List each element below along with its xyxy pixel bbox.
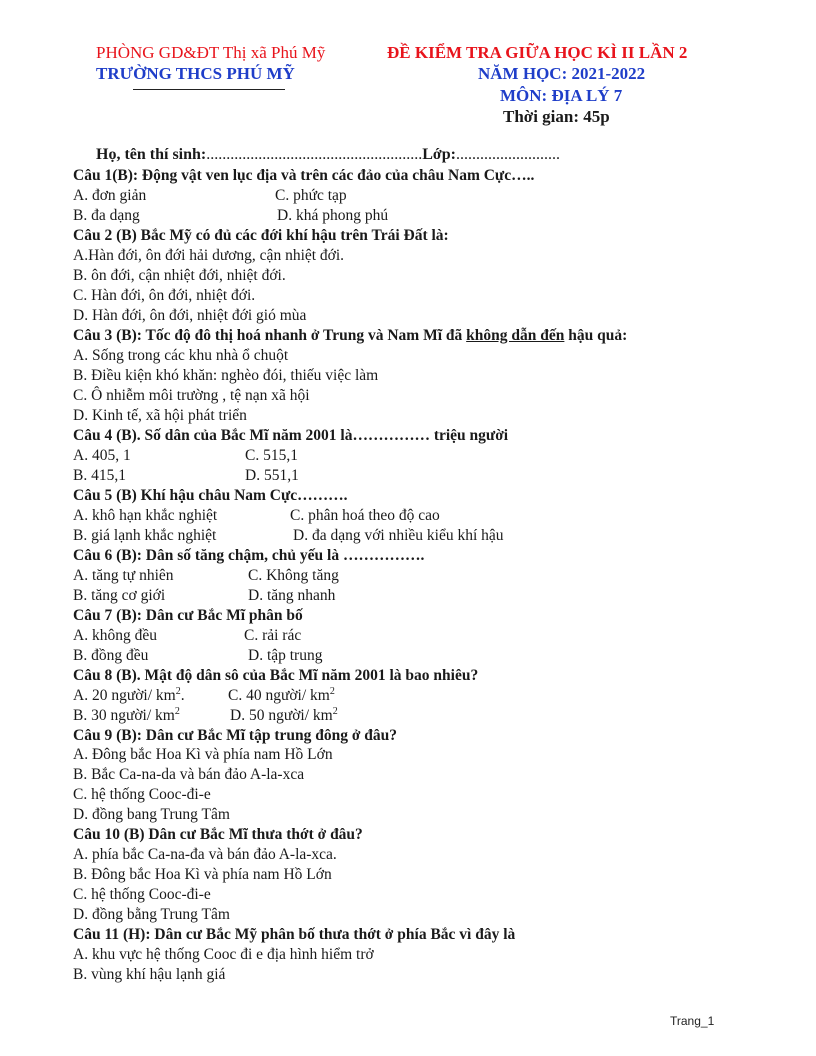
q4-option-b: B. 415,1 xyxy=(73,467,126,484)
name-dots: ...................................................... xyxy=(206,146,423,163)
subject: MÔN: ĐỊA LÝ 7 xyxy=(500,86,623,105)
q9-option-b: B. Bắc Ca-na-da và bán đảo A-la-xca xyxy=(73,766,305,783)
q3-option-a: A. Sống trong các khu nhà ổ chuột xyxy=(73,347,289,364)
name-label: Họ, tên thí sinh: xyxy=(96,146,207,163)
q6-option-a: A. tăng tự nhiên xyxy=(73,567,174,584)
q8-option-a-suffix: . xyxy=(180,687,185,704)
q8-option-b xyxy=(73,707,180,725)
header-underline xyxy=(133,89,285,90)
q8-option-b-text: B. 30 người/ km xyxy=(73,707,175,724)
q10-option-d: D. đồng bằng Trung Tâm xyxy=(73,906,230,923)
q8-option-a xyxy=(73,687,185,705)
q4-option-a: A. 405, 1 xyxy=(73,447,131,464)
q2-option-c: C. Hàn đới, ôn đới, nhiệt đới. xyxy=(73,287,256,304)
q5-option-b: B. giá lạnh khắc nghiệt xyxy=(73,527,217,544)
question-8-title: Câu 8 (B). Mật độ dân sô của Bắc Mĩ năm 2001 là bao nhiêu? xyxy=(73,667,479,684)
question-9-title: Câu 9 (B): Dân cư Bắc Mĩ tập trung đông ở đâu? xyxy=(73,727,398,744)
q8-option-b-sup: 2 xyxy=(174,705,180,717)
question-5-title: Câu 5 (B) Khí hậu châu Nam Cực………. xyxy=(73,487,348,504)
q7-option-b: B. đồng đều xyxy=(73,647,149,664)
class-dots: .......................... xyxy=(456,146,561,163)
question-7-title: Câu 7 (B): Dân cư Bắc Mĩ phân bố xyxy=(73,607,303,624)
exam-title: ĐỀ KIỂM TRA GIỮA HỌC KÌ II LẦN 2 xyxy=(387,43,688,62)
q1-option-b: B. đa dạng xyxy=(73,207,140,224)
q5-option-c: C. phân hoá theo độ cao xyxy=(290,507,440,524)
q11-option-b: B. vùng khí hậu lạnh giá xyxy=(73,966,226,983)
q1-option-d: D. khá phong phú xyxy=(277,207,389,224)
q8-option-d-text: D. 50 người/ km xyxy=(230,707,333,724)
q9-option-c: C. hệ thống Cooc-đi-e xyxy=(73,786,211,803)
q10-option-b: B. Đông bắc Hoa Kì và phía nam Hồ Lớn xyxy=(73,866,332,883)
q10-option-c: C. hệ thống Cooc-đi-e xyxy=(73,886,211,903)
q9-option-a: A. Đông bắc Hoa Kì và phía nam Hồ Lớn xyxy=(73,746,333,763)
q7-option-a: A. không đều xyxy=(73,627,157,644)
q3-title-underlined: không dẫn đến xyxy=(466,327,565,344)
question-6-title: Câu 6 (B): Dân số tăng chậm, chủ yếu là ……………. xyxy=(73,547,425,564)
q6-option-c: C. Không tăng xyxy=(248,567,339,584)
q3-option-d: D. Kinh tế, xã hội phát triển xyxy=(73,407,247,424)
question-2-title: Câu 2 (B) Bắc Mỹ có đủ các đới khí hậu trên Trái Đất là: xyxy=(73,227,449,244)
student-info-line xyxy=(96,146,560,164)
question-1-title: Câu 1(B): Động vật ven lục địa và trên các đảo của châu Nam Cực….. xyxy=(73,167,535,184)
q1-option-c: C. phức tạp xyxy=(275,187,347,204)
q1-option-a: A. đơn giản xyxy=(73,187,147,204)
q8-option-c-text: C. 40 người/ km xyxy=(228,687,330,704)
q2-option-b: B. ôn đới, cận nhiệt đới, nhiệt đới. xyxy=(73,267,286,284)
q3-title-end: hậu quả: xyxy=(564,327,628,344)
q2-option-d: D. Hàn đới, ôn đới, nhiệt đới gió mùa xyxy=(73,307,307,324)
q10-option-a: A. phía bắc Ca-na-đa và bán đảo A-la-xca. xyxy=(73,846,337,863)
q7-option-c: C. rải rác xyxy=(244,627,302,644)
exam-time: Thời gian: 45p xyxy=(503,107,610,126)
q2-option-a: A.Hàn đới, ôn đới hải dương, cận nhiệt đới. xyxy=(73,247,345,264)
q3-option-c: C. Ô nhiễm môi trường , tệ nạn xã hội xyxy=(73,387,310,404)
q8-option-c-sup: 2 xyxy=(329,685,335,697)
q5-option-d: D. đa dạng với nhiều kiểu khí hậu xyxy=(293,527,504,544)
school-name: TRƯỜNG THCS PHÚ MỸ xyxy=(96,64,295,83)
q6-option-d: D. tăng nhanh xyxy=(248,587,336,604)
q3-option-b: B. Điều kiện khó khăn: nghèo đói, thiếu việc làm xyxy=(73,367,379,384)
question-3-title xyxy=(73,327,627,345)
page-number: Trang_1 xyxy=(670,1014,715,1028)
education-office: PHÒNG GD&ĐT Thị xã Phú Mỹ xyxy=(96,43,326,62)
q11-option-a: A. khu vực hệ thống Cooc đi e địa hình hiểm trở xyxy=(73,946,374,963)
q8-option-c xyxy=(228,687,335,705)
q5-option-a: A. khô hạn khắc nghiệt xyxy=(73,507,218,524)
school-year: NĂM HỌC: 2021-2022 xyxy=(478,64,646,83)
q4-option-c: C. 515,1 xyxy=(245,447,298,464)
q9-option-d: D. đồng bang Trung Tâm xyxy=(73,806,230,823)
question-10-title: Câu 10 (B) Dân cư Bắc Mĩ thưa thớt ở đâu? xyxy=(73,826,363,843)
q8-option-a-text: A. 20 người/ km xyxy=(73,687,176,704)
q3-title-start: Câu 3 (B): Tốc độ đô thị hoá nhanh ở Trung và Nam Mĩ đã xyxy=(73,327,467,344)
question-11-title: Câu 11 (H): Dân cư Bắc Mỹ phân bố thưa thớt ở phía Bắc vì đây là xyxy=(73,926,516,943)
q8-option-d-sup: 2 xyxy=(332,705,338,717)
q6-option-b: B. tăng cơ giới xyxy=(73,587,166,604)
q4-option-d: D. 551,1 xyxy=(245,467,299,484)
question-4-title: Câu 4 (B). Số dân của Bắc Mĩ năm 2001 là…………… triệu người xyxy=(73,427,509,444)
class-label: Lớp: xyxy=(422,146,457,163)
q8-option-d xyxy=(230,707,338,725)
q8-option-a-sup: 2 xyxy=(175,685,181,697)
q7-option-d: D. tập trung xyxy=(248,647,323,664)
